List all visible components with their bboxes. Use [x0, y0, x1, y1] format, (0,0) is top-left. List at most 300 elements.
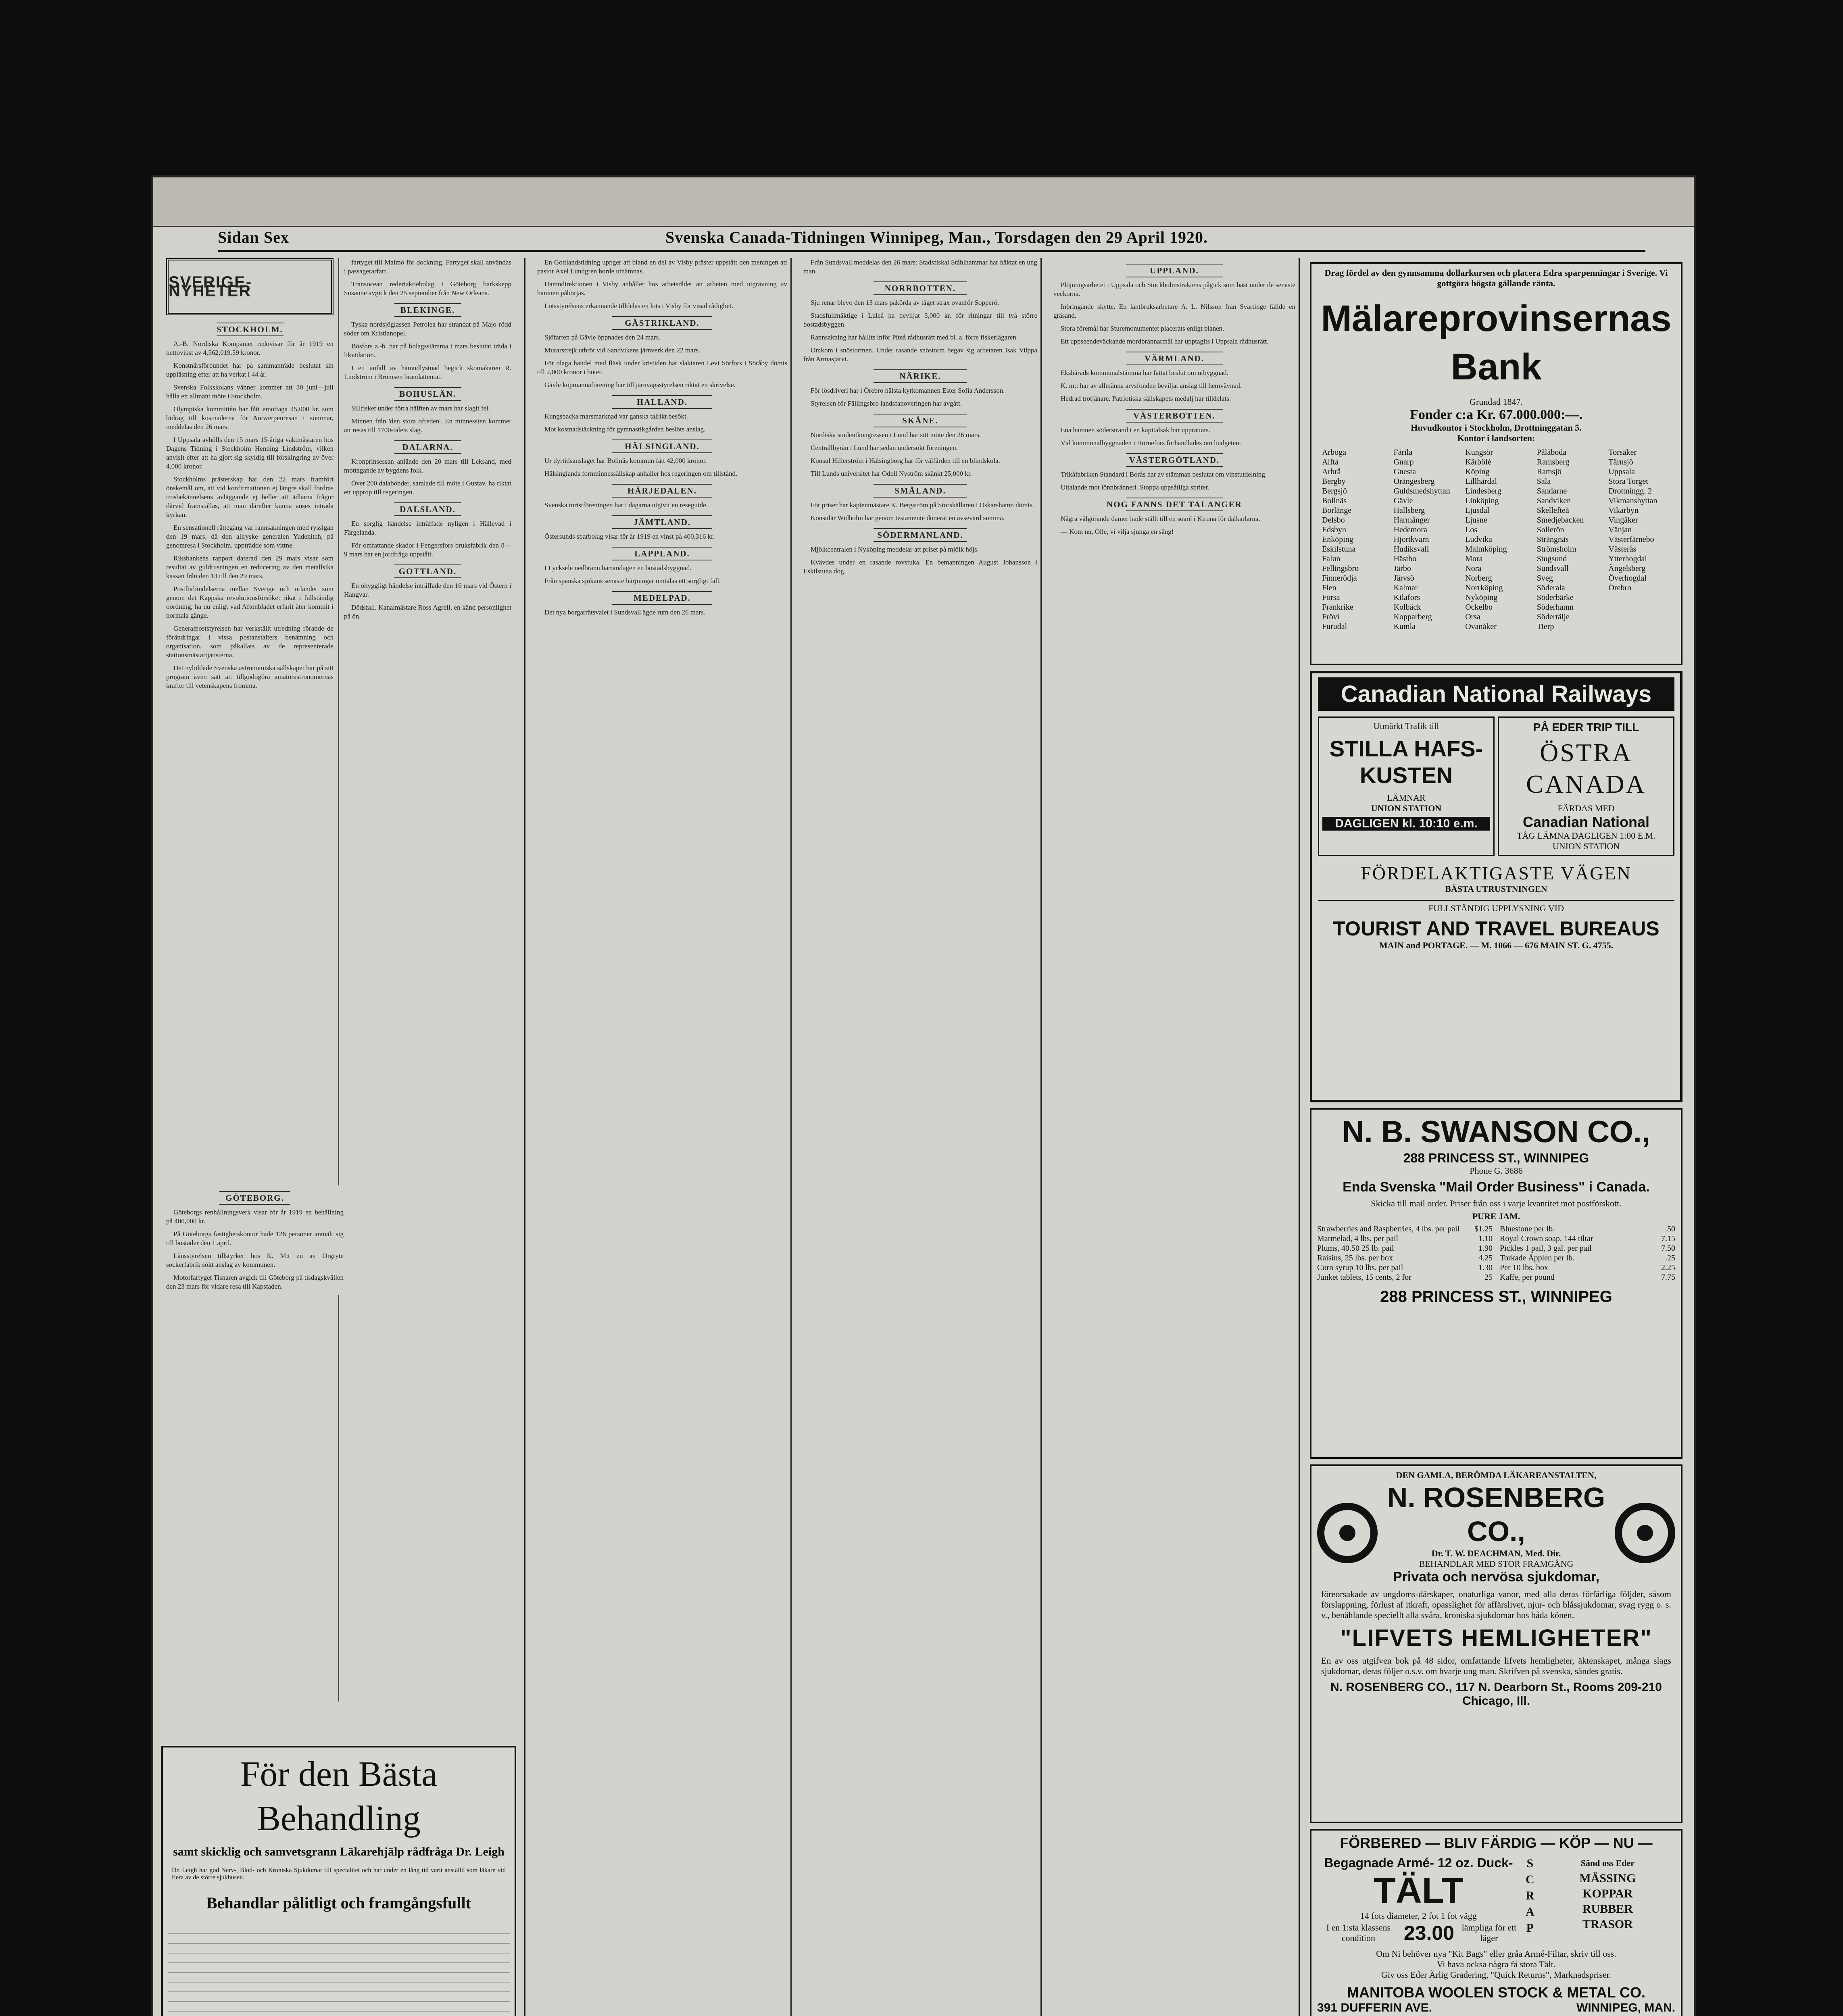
price-row [1500, 1234, 1675, 1243]
bank-branch: Flen [1322, 583, 1336, 592]
leigh-ad [161, 1746, 516, 2016]
bank-branch: Hudiksvall [1393, 545, 1429, 554]
bank-branch: Nyköping [1465, 593, 1498, 602]
region-heading: VÄSTERGÖTLAND. [1053, 453, 1295, 467]
page-label: Sidan Sex [218, 228, 289, 246]
article-paragraph: En sorglig händelse inträffade nyligen i Hällevad i Färgelanda. [344, 520, 511, 536]
region-heading: BOHUSLÄN. [344, 387, 511, 401]
bank-branch: Harmånger [1393, 516, 1430, 525]
swanson-ad [1310, 1108, 1682, 1459]
column-rule [524, 258, 525, 2016]
bank-founded: Grundad 1847. [1470, 397, 1523, 407]
article-paragraph: Motorfartyget Tisnaren avgick till Göteborg på tisdagskvällen den 23 mars för vidare resa till Kapstaden. [166, 1274, 344, 1290]
article-paragraph: Det nybildade Svenska astronomiska sällskapet har på sitt program även satt att tillgodogöra amatörastronomernas krafter till vetenskapens fromma. [166, 664, 334, 689]
bank-funds: Fonder c:a Kr. 67.000.000:—. [1410, 407, 1582, 422]
railway-left-top: Utmärkt Trafik till [1373, 721, 1439, 731]
woolen-address: 391 DUFFERIN AVE. [1317, 2001, 1432, 2014]
scrap-letter: P [1526, 1921, 1534, 1935]
article-paragraph: Stora föremål har Sturemonumentet placerats enligt planen. [1061, 325, 1224, 332]
bank-branch: Ljusne [1465, 516, 1487, 525]
railway-info: FULLSTÄNDIG UPPLYSNING VID [1318, 900, 1674, 914]
region-heading: UPPLAND. [1053, 264, 1295, 277]
bank-branch: Orsa [1465, 612, 1480, 621]
article-paragraph: Kvävdes under en rasande rovstuka. En bemanningen August Johansson i Eskilstuna dog. [803, 558, 1037, 575]
bank-branch: Bergby [1322, 477, 1346, 486]
bank-branch: Färila [1393, 448, 1413, 457]
price-item: Pickles 1 pail, 3 gal. per pail [1500, 1244, 1592, 1253]
bank-branch: Gävle [1393, 496, 1413, 505]
article-paragraph: Göteborgs renhållningsverk visar för år 1919 en behållning på 400,000 kr. [166, 1208, 344, 1225]
article-paragraph: Sjöfarten på Gävle öppnades den 24 mars. [544, 333, 661, 341]
woolen-city: WINNIPEG, MAN. [1576, 2001, 1675, 2014]
bank-branch: Ludvika [1465, 535, 1492, 544]
woolen-top: FÖRBERED — BLIV FÄRDIG — KÖP — NU — [1340, 1835, 1653, 1851]
woolen-buy-list [1540, 1856, 1675, 1945]
price-value: 1.90 [1478, 1244, 1493, 1253]
article-paragraph: Gävle köpmannaförening har till järnvägsstyrelsen riktat en skrivelse. [544, 381, 736, 389]
bank-branch: Frövi [1322, 612, 1340, 621]
scrap-letters [1520, 1856, 1540, 1945]
article-paragraph: Uttalande mot lönnbränneri. Stoppa uppsåtliga spriter. [1061, 483, 1209, 491]
bank-branch: Arboga [1322, 448, 1346, 457]
rosenberg-ad [1310, 1464, 1682, 1823]
article-paragraph: Ett uppseendeväckande mordbrännarmål har upptagits i Uppsala rådhusrätt. [1061, 337, 1269, 345]
leigh-fine-print [168, 1924, 510, 2016]
bank-branch-column [1389, 448, 1461, 631]
bank-branch: Norberg [1465, 574, 1492, 583]
article-paragraph: K. m:t har av allmänna arvsfonden beviljat anslag till hemvävnad. [1061, 382, 1242, 389]
price-row [1317, 1253, 1493, 1263]
woolen-name: MANITOBA WOOLEN STOCK & METAL CO. [1347, 1984, 1645, 2001]
bank-branch: Söderbärke [1537, 593, 1574, 602]
bank-branch: Hästbo [1393, 554, 1417, 563]
bank-branch: Frankrike [1322, 603, 1353, 612]
article-paragraph: Från spanska sjukans senaste härjningar omtalas ett sorgligt fall. [544, 577, 721, 585]
woolen-price-pre: I en 1:sta klassens condition [1326, 1922, 1391, 1943]
article-paragraph: Lotsstyrelsens erkännande tilldelas en lots i Visby för visad rådighet. [544, 302, 733, 310]
rosenberg-name: N. ROSENBERG CO., [1387, 1482, 1605, 1547]
bank-branch: Forsa [1322, 593, 1340, 602]
bank-branches [1317, 448, 1675, 631]
bank-branch: Guldsmedshyttan [1393, 487, 1450, 496]
bank-branch: Ytterhogdal [1608, 554, 1647, 563]
article-paragraph: Nordiska studentkongressen i Lund har sitt möte den 26 mars. [811, 431, 981, 439]
price-value: 7.50 [1661, 1244, 1675, 1253]
woolen-q2: Vi hava ocksa några få stora Tält. [1436, 1959, 1556, 1969]
price-row [1317, 1263, 1493, 1272]
bank-branch: Edsbyn [1322, 525, 1346, 534]
bank-branch: Kilafors [1393, 593, 1420, 602]
bank-branch-column [1460, 448, 1532, 631]
ads-column [1307, 258, 1686, 2016]
bank-branch: Hallsberg [1393, 506, 1425, 515]
bank-branch: Örebro [1608, 583, 1632, 592]
railway-right-small2: UNION STATION [1552, 841, 1620, 851]
price-item: Kaffe, per pound [1500, 1273, 1555, 1282]
bank-branch: Järbo [1393, 564, 1411, 573]
bank-branch: Västerfärnebo [1608, 535, 1654, 544]
region-heading: NÄRIKE. [803, 369, 1037, 383]
bank-branch: Stora Torget [1608, 477, 1648, 486]
price-item: Marmelad, 4 lbs. per pail [1317, 1234, 1399, 1243]
bank-branch: Gnesta [1393, 467, 1416, 476]
bank-branch: Arbrå [1322, 467, 1341, 476]
swanson-footer: 288 PRINCESS ST., WINNIPEG [1380, 1288, 1612, 1306]
leigh-body2: Behandlar pålitligt och framgångsfullt [206, 1894, 471, 1912]
bank-branch: Sundsvall [1537, 564, 1569, 573]
bank-offices: Kontor i landsorten: [1457, 433, 1535, 443]
article-paragraph: Olympiska kommittén har fått emottaga 45,000 kr. som bidrag till kostnaderna för Antwerpenresan i sommar, meddelas den 26 mars. [166, 405, 334, 431]
woolen-price: 23.00 [1403, 1922, 1454, 1944]
railway-slogan2: BÄSTA UTRUSTNINGEN [1445, 884, 1547, 894]
region-heading: NOG FANNS DET TALANGER [1053, 498, 1295, 511]
article-paragraph: Inbringande skytte. En lantbruksarbetare A. L. Nilsson från Svartinge fällde en gräsand. [1053, 303, 1295, 319]
article-paragraph: Hamndirektionen i Visby anhåller hos arbetsrådet att arbeten med utgrävning av hamnen påbörjas. [537, 280, 787, 297]
rosenberg-footer: N. ROSENBERG CO., 117 N. Dearborn St., Rooms 209-210 Chicago, Ill. [1330, 1681, 1662, 1708]
leigh-body: Dr. Leigh har god Nerv-, Blod- och Kroniska Sjukdomar till specialitet och har under en lång tid varit anställd som läkare vid flera av de större sjukhusen. [172, 1867, 506, 1881]
rosenberg-book-desc: En av oss utgifven bok på 48 sidor, omfattande lifvets hemligheter, äktenskapet, många slags sjukdomar, deras följer o.s.v. om hvarje ung man. Skrifven på svenska, sändes gratis. [1321, 1656, 1671, 1676]
bank-branch: Söderhamn [1537, 603, 1574, 612]
buy-item: KOPPAR [1582, 1887, 1633, 1900]
region-heading: SMÅLAND. [803, 484, 1037, 498]
masthead: Svenska Canada-Tidningen Winnipeg, Man., Torsdagen den 29 April 1920. [665, 228, 1208, 246]
swanson-price-list [1317, 1224, 1493, 1282]
bank-branch: Kumla [1393, 622, 1416, 631]
bank-branch: Enköping [1322, 535, 1353, 544]
bank-branch: Kungsör [1465, 448, 1493, 457]
bank-branch: Linköping [1465, 496, 1499, 505]
goteborg-block [161, 1185, 348, 1295]
article-paragraph: Sillfisket under förra hälften av mars har slagit fel. [351, 404, 490, 412]
region-heading: GOTTLAND. [344, 564, 511, 578]
bank-branch: Kopparberg [1393, 612, 1432, 621]
price-value: .25 [1665, 1254, 1675, 1262]
article-paragraph: Bösfors a.-b. har på bolagsstämma i mars beslutat träda i likvidation. [344, 342, 511, 359]
bank-branch: Skellefteå [1537, 506, 1569, 515]
article-paragraph: På Göteborgs fastighetskontor hade 126 personer anmält sig till bostäder den 1 april. [166, 1230, 344, 1247]
bank-branch: Alfta [1322, 458, 1339, 467]
article-paragraph: Sju renar blevo den 13 mars påkörda av tåget strax ovanför Sopperö. [811, 299, 999, 306]
column-1b [338, 258, 516, 1702]
bank-branch: Överhogdal [1608, 574, 1647, 583]
region-heading: MEDELPAD. [537, 591, 787, 605]
railway-right-title: ÖSTRA CANADA [1526, 738, 1646, 798]
bank-branch: Drottningg. 2 [1608, 487, 1652, 496]
bank-branch: Uppsala [1608, 467, 1635, 476]
price-value: 4.25 [1478, 1254, 1493, 1262]
swanson-phone: Phone G. 3686 [1470, 1166, 1523, 1176]
article-paragraph: A.-B. Nordiska Kompaniet redovisar för år 1919 en nettovinst av 4,562,019.59 kronor. [166, 340, 334, 356]
bank-branch: Lindesberg [1465, 487, 1501, 496]
article-paragraph: — Kom nu, Olle, vi vilja sjunga en sång! [1061, 528, 1174, 535]
bank-branch: Finnerödja [1322, 574, 1357, 583]
article-paragraph: För lösdriveri har i Örebro hälsta kyrkomannen Ester Sofia Andersson. [811, 387, 1005, 394]
bank-branch: Tierp [1537, 622, 1554, 631]
railway-right-line: Canadian National [1522, 814, 1650, 830]
price-value: 1.10 [1478, 1234, 1493, 1243]
price-row [1317, 1224, 1493, 1234]
article-paragraph: Omkom i snöstormen. Under rasande snöstorm begav sig arbetaren Isak Vilppa från Armasjärvi. [803, 346, 1037, 363]
bank-branch: Hjortkvarn [1393, 535, 1429, 544]
article-paragraph: Vid kommunalbyggnaden i Hörnefors förhandlades om budgeten. [1061, 439, 1241, 447]
rosenberg-specialty: Privata och nervösa sjukdomar, [1393, 1569, 1600, 1585]
article-paragraph: Mjölkcentralen i Nyköping meddelar att priset på mjölk höjs. [811, 546, 979, 553]
article-paragraph: Från Sundsvall meddelas den 26 mars: Stadsfiskal Ståhlhammar har häktat en ung man. [803, 258, 1037, 275]
bank-branch: Orängesberg [1393, 477, 1435, 486]
bank-branch: Ovanåker [1465, 622, 1497, 631]
bank-branch: Lillhärdal [1465, 477, 1497, 486]
price-item: Torkade Äpplen per lb. [1500, 1254, 1575, 1262]
bank-branch: Tärnsjö [1608, 458, 1633, 467]
price-item: Raisins, 25 lbs. per box [1317, 1254, 1393, 1262]
article-paragraph: Stadsfullmäktige i Luleå ha beviljat 3,000 kr. för ritningar till två större bostadsbyggen. [803, 312, 1037, 328]
swanson-slogan: Enda Svenska "Mail Order Business" i Canada. [1343, 1179, 1650, 1195]
article-paragraph: Över 200 dalabönder, samlade till möte i Gustav, ha riktat ett upprop till regeringen. [344, 479, 511, 496]
bank-branch-column [1317, 448, 1389, 631]
bank-branch: Vikarbyn [1608, 506, 1639, 515]
bank-branch: Furudal [1322, 622, 1347, 631]
railway-name: Canadian National Railways [1318, 677, 1674, 711]
bank-branch: Strömsholm [1537, 545, 1576, 554]
article-paragraph: Ur dyrtidsanslaget har Bollnäs kommun fått 42,000 kronor. [544, 457, 707, 464]
wheel-icon [1317, 1503, 1378, 1563]
column-1 [161, 258, 516, 2016]
railway-slogan: FÖRDELAKTIGASTE VÄGEN [1361, 863, 1632, 883]
woolen-ad [1310, 1829, 1682, 2016]
bank-branch: Nora [1465, 564, 1482, 573]
price-value: 2.25 [1661, 1263, 1675, 1272]
price-item: Per 10 lbs. box [1500, 1263, 1548, 1272]
bank-branch: Ramsjö [1537, 467, 1562, 476]
buy-item: MÄSSING [1579, 1872, 1636, 1885]
article-paragraph: För olaga handel med fläsk under kristiden har slaktaren Levi Sörfors i Söråby dömts till 2,000 kronor i böter. [537, 359, 787, 376]
article-paragraph: Stockholms prästerskap har den 22 mars framfört önskemål om, att vid konfirmationen ej längre skall fordras trosbekännelsens avläggande ej heller att ädlarna frågor därvid framställas, att man därefter kunna anses inträda kyrkan. [166, 475, 334, 519]
leigh-subtitle: samt skicklig och samvetsgrann Läkarehjälp rådfråga Dr. Leigh [173, 1845, 505, 1858]
bank-intro: Drag fördel av den gynnsamma dollarkursen och placera Edra sparpenningar i Sverige. Vi gottgöra högsta gällande ränta. [1324, 268, 1668, 288]
bank-branch: Smedjebacken [1537, 516, 1584, 525]
article-paragraph: Postförbindelserna mellan Sverige och utlandet som genom det Kappska revolutionsförsöket rikat i fullständig oordning, ha nu enligt vad Aftonbladet erfarit åter kommit i normala gänge. [166, 585, 334, 619]
bank-branch: Torsåker [1608, 448, 1637, 457]
rosenberg-desc: föreorsakade av ungdoms-därskaper, onaturliga vanor, med alla deras förfärliga följder, såsom förslappning, förlust af itkraft, opasslighet för affärslivet, njur- och blåssjukdomar, svag rygg o. s. v., benählande speciellt alla svåra, kroniska sjukdomar hos båda könen. [1321, 1589, 1671, 1620]
bank-branch: Sandarne [1537, 487, 1567, 496]
bank-branch: Järvsö [1393, 574, 1414, 583]
bank-branch: Falun [1322, 554, 1341, 563]
bank-branch: Bergsjö [1322, 487, 1347, 496]
article-paragraph: Minnen från 'den stora ofreden'. En minnessten kommer att resas till 1700-talets slag. [344, 417, 511, 434]
swanson-intro: Skicka till mail order. Priser från oss i varje kvantitet mot postförskott. [1371, 1198, 1622, 1208]
swanson-section: PURE JAM. [1472, 1211, 1520, 1221]
column-5 [1049, 258, 1300, 2016]
region-heading: VÄSTERBOTTEN. [1053, 409, 1295, 423]
railway-left-time: DAGLIGEN kl. 10:10 e.m. [1322, 817, 1490, 831]
article-paragraph: En Gottlandstidning uppger att bland en del av Visby präster uppstått den meningen att pastor Axel Lundgren borde utnämnas. [537, 258, 787, 275]
price-item: Bluestone per lb. [1500, 1225, 1555, 1233]
bank-branch: Kalmar [1393, 583, 1418, 592]
article-paragraph: Tyska nordsjöglassen Petrolea har strandat på Majo rödd söder om Kristianopel. [344, 321, 511, 337]
swanson-address: 288 PRINCESS ST., WINNIPEG [1403, 1151, 1589, 1165]
article-paragraph: Östersunds sparbolag visar för år 1919 en vinst på 400,316 kr. [544, 533, 715, 540]
railway-address: MAIN and PORTAGE. — M. 1066 — 676 MAIN ST. G. 4755. [1379, 940, 1614, 950]
price-value: $1.25 [1474, 1225, 1493, 1233]
region-heading: SKÅNE. [803, 414, 1037, 427]
article-paragraph: Till Lunds universitet har Odell Nyström skänkt 25,000 kr. [811, 470, 972, 477]
woolen-price-post: lämpliga för ett läger [1461, 1922, 1517, 1943]
buy-item: RUBBER [1582, 1902, 1633, 1916]
price-item: Strawberries and Raspberries, 4 lbs. per pail [1317, 1225, 1460, 1233]
leigh-title: För den Bästa Behandling [240, 1755, 438, 1838]
region-heading: HÄLSINGLAND. [537, 439, 787, 453]
bank-branch: Sollerön [1537, 525, 1564, 534]
price-row [1317, 1272, 1493, 1282]
bank-branch: Vingåker [1608, 516, 1638, 525]
newspaper-page [153, 177, 1694, 2016]
bank-branch: Fellingsbro [1322, 564, 1359, 573]
article-paragraph: Murarstrejk utbröt vid Sandvikens järnverk den 22 mars. [544, 346, 701, 354]
region-heading: NORRBOTTEN. [803, 281, 1037, 295]
region-heading: GÖTEBORG. [166, 1191, 344, 1205]
region-heading: LAPPLAND. [537, 547, 787, 560]
article-paragraph: fartyget till Malmö för dockning. Fartyget skall användas i passagerarfart. [344, 258, 511, 275]
article-paragraph: Kungsbacka marsmarknad var ganska talrikt besökt. [544, 412, 688, 420]
price-item: Plums, 40.50 25 lb. pail [1317, 1244, 1394, 1253]
region-heading: BLEKINGE. [344, 303, 511, 317]
rosenberg-top: DEN GAMLA, BERÖMDA LÄKAREANSTALTEN, [1396, 1470, 1597, 1480]
article-paragraph: I Lycksele nedbrann häromdagen en bostadsbyggnad. [544, 564, 692, 572]
buy-item: TRASOR [1582, 1918, 1633, 1931]
article-paragraph: Generalpoststyrelsen har verkställt utredning rörande de förändringar i vissa postanstalters benämning och organisation, som påkallats av de representerade stationsmästartjänsterna. [166, 625, 334, 659]
article-paragraph: Mot kostnadstäckning för gymnastikgården beslöts anslag. [544, 425, 706, 433]
bank-branch: Bollnäs [1322, 496, 1347, 505]
region-heading: JÄMTLAND. [537, 515, 787, 529]
article-paragraph: En ohyggligt händelse inträffade den 16 mars vid Östern i Hangvar. [344, 582, 511, 598]
region-heading: DALSLAND. [344, 502, 511, 516]
article-paragraph: I Uppsala avhölls den 15 mars 15-åriga vaktmästaren hos Dagens Tidning i Stockholm Henning Lindström, vilken anvisit efter att ha gjort sig skyldig till förskingring av över 4,000 kronor. [166, 436, 334, 470]
column-1a [161, 258, 338, 1702]
article-paragraph: För priser har kaptenmästare K. Bergström på Storskällaren i Oskarshamn dömts. [811, 501, 1034, 509]
scrap-letter: A [1525, 1905, 1534, 1918]
rosenberg-doctor: Dr. T. W. DEACHMAN, Med. Dir. [1431, 1548, 1561, 1558]
article-paragraph: I ett anfall av hämndlystnad begick skomakaren R. Lindström i Brömsen brandattentat. [344, 364, 511, 381]
article-paragraph: Rannsakning har hållits inför Piteå rådhusrätt med bl. a. förre fiskeriägaren. [811, 333, 1018, 341]
bank-branch: Borlänge [1322, 506, 1352, 515]
region-heading: DALARNA. [344, 440, 511, 454]
bank-branch: Söderala [1537, 583, 1565, 592]
region-heading: STOCKHOLM. [166, 323, 334, 336]
price-row [1500, 1263, 1675, 1272]
scrap-letter: S [1526, 1857, 1534, 1870]
bank-branch: Ockelbo [1465, 603, 1493, 612]
bank-branch: Vikmanshyttan [1608, 496, 1657, 505]
railway-bureau: TOURIST AND TRAVEL BUREAUS [1333, 917, 1660, 940]
price-row [1317, 1234, 1493, 1243]
bank-branch: Ljusdal [1465, 506, 1490, 515]
bank-branch: Sveg [1537, 574, 1553, 583]
bank-branch: Kärbölé [1465, 458, 1491, 467]
price-row [1500, 1224, 1675, 1234]
bank-branch: Stugsund [1537, 554, 1567, 563]
article-paragraph: Styrelsen för Fällingsbro landsfanoveringen har avgått. [811, 400, 962, 407]
price-value: 7.75 [1661, 1273, 1675, 1282]
bank-branch: Los [1465, 525, 1478, 534]
bank-ad [1310, 262, 1682, 665]
article-paragraph: Svenska turistföreningen har i dagarna utgivit en reseguide. [544, 501, 708, 509]
railway-right-mid: FÄRDAS MED [1557, 803, 1615, 813]
article-paragraph: Plöjningsarbetet i Uppsala och Stockholmstraktens pågick som bäst under de senaste veckorna. [1053, 281, 1295, 298]
swanson-name: N. B. SWANSON CO., [1342, 1115, 1651, 1149]
article-paragraph: Hälsinglands fornminnessällskap anhåller hos regeringen om tillstånd. [544, 470, 738, 477]
price-row [1500, 1243, 1675, 1253]
price-value: .50 [1665, 1225, 1675, 1233]
bank-branch: Ängelsberg [1608, 564, 1646, 573]
bank-branch: Vänjan [1608, 525, 1632, 534]
article-paragraph: Länsstyrelsen tillstyrker hos K. M:t en av Orgryte sockerfabrik sökt anslag av kommunen. [166, 1252, 344, 1268]
woolen-big: TÄLT [1373, 1870, 1464, 1911]
bank-branch: Påläboda [1537, 448, 1567, 457]
article-paragraph: Svenska Folkskolans vänner kommer att 30 juni—juli hålla ett allmänt möte i Stockholm. [166, 383, 334, 400]
article-paragraph: Centrallbyrån i Lund har sedan undersökt föreningen. [811, 444, 958, 452]
region-heading: HÄRJEDALEN. [537, 484, 787, 498]
bank-branch: Norrköping [1465, 583, 1503, 592]
bank-branch: Mora [1465, 554, 1483, 563]
bank-name: Mälareprovinsernas Bank [1321, 298, 1672, 387]
swanson-price-list [1500, 1224, 1675, 1282]
bank-hq: Huvudkontor i Stockholm, Drottninggatan 5. [1411, 423, 1582, 433]
article-paragraph: För omfattande skador i Fengersfors bruksfabrik den 8—9 mars har en jordfråga uppstått. [344, 541, 511, 558]
bank-branch: Gnarp [1393, 458, 1414, 467]
bank-branch: Ramsberg [1537, 458, 1570, 467]
column-4 [798, 258, 1042, 2016]
bank-branch-column [1532, 448, 1604, 631]
bank-branch: Malmköping [1465, 545, 1507, 554]
bank-branch: Kolbäck [1393, 603, 1421, 612]
region-heading: GÄSTRIKLAND. [537, 316, 787, 330]
region-heading: HALLAND. [537, 395, 787, 409]
article-paragraph: Ekshärads kommunalstämma har fattat beslut om utbyggnad. [1061, 369, 1228, 377]
bank-branch-column [1603, 448, 1675, 631]
article-paragraph: Konsulär Widholm har genom testamente donerat en avsevärd summa. [811, 514, 1005, 522]
article-paragraph: Trikåfabriken Standard i Borås har av stämman beslutat om vinstutdelning. [1061, 471, 1267, 478]
article-paragraph: Ena hamnen söderstrand i en kapitalsak har upprättats. [1061, 426, 1211, 434]
bank-branch: Strängnäs [1537, 535, 1569, 544]
price-row [1317, 1243, 1493, 1253]
scrap-letter: R [1525, 1889, 1534, 1902]
woolen-line1: Begagnade Armé- 12 oz. Duck- [1324, 1856, 1513, 1870]
price-value: 1.30 [1478, 1263, 1493, 1272]
price-value: 25 [1484, 1273, 1493, 1282]
bank-branch: Köping [1465, 467, 1490, 476]
bank-branch: Sala [1537, 477, 1551, 486]
railway-right-top: PÅ EDER TRIP TILL [1533, 721, 1639, 733]
woolen-q3: Giv oss Eder Ärlig Gradering, "Quick Returns", Marknadspriser. [1381, 1970, 1612, 1980]
article-paragraph: Några välgörande damer hade ställt till en soaré i Kiruna för dalkarlarna. [1061, 515, 1260, 523]
bank-branch: Hedemora [1393, 525, 1427, 534]
buy-item: Sänd oss Eder [1580, 1858, 1635, 1868]
railway-ad [1310, 671, 1682, 1102]
price-row [1500, 1272, 1675, 1282]
bank-branch: Sandviken [1537, 496, 1571, 505]
bank-branch: Eskilstuna [1322, 545, 1356, 554]
page-header [218, 218, 1645, 252]
section-title: SVERIGE-NYHETER [166, 258, 334, 315]
column-3 [532, 258, 792, 2016]
price-item: Royal Crown soap, 144 tiltar [1500, 1234, 1593, 1243]
rosenberg-subtitle: BEHANDLAR MED STOR FRAMGÅNG [1419, 1559, 1574, 1569]
price-value: 7.15 [1661, 1234, 1675, 1243]
scrap-letter: C [1525, 1873, 1534, 1886]
railway-left-title: STILLA HAFS-KUSTEN [1329, 736, 1483, 788]
article-paragraph: Dödsfall. Kanalmästare Ross Agrell, en känd personlighet på ön. [344, 604, 511, 620]
bank-branch: Delsbo [1322, 516, 1345, 525]
